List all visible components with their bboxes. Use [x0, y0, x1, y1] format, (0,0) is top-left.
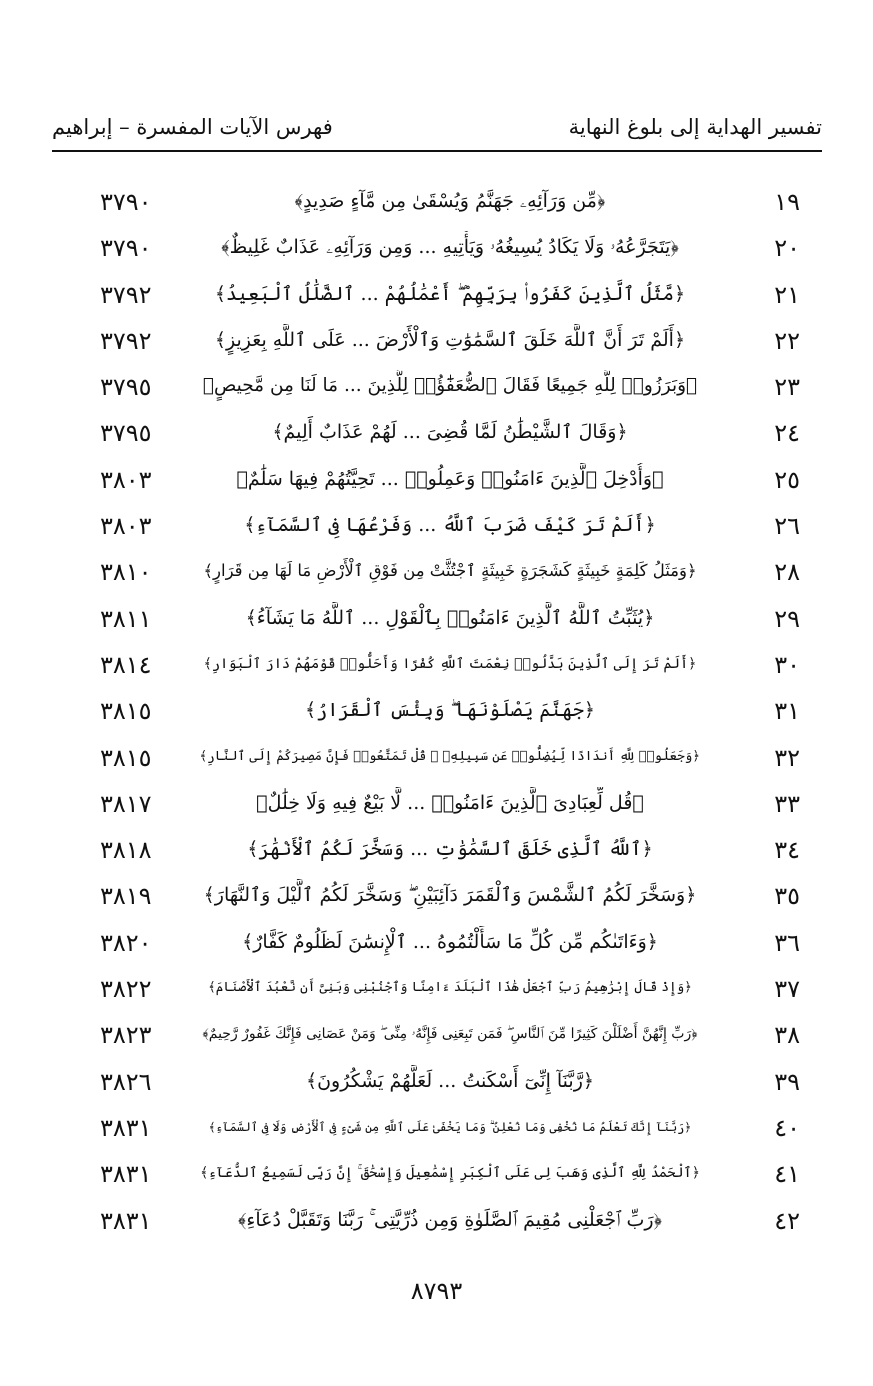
section-title: فهرس الآيات المفسرة – إبراهيم [52, 115, 333, 139]
verse-number: ٢٥ [774, 465, 800, 494]
verse-index-table [100, 182, 800, 1247]
index-row [100, 738, 800, 784]
verse-number: ٣٢ [774, 743, 800, 772]
verse-text: ﴿مِّن وَرَآئِهِۦ جَهَنَّمُ وَيُسْقَىٰ مِن مَّآءٍ صَدِيدٍ﴾ [294, 190, 606, 212]
verse-number: ٤٢ [774, 1206, 800, 1235]
verse-text: ﴿مَّثَلُ ٱلَّذِينَ كَفَرُوا۟ بِرَبِّهِمْ ۖ أَعْمَٰلُهُمْ ... ٱلضَّلَٰلُ ٱلْبَعِيدُ﴾ [214, 282, 686, 305]
verse-text: ﴿أَلَمْ تَرَ إِلَى ٱلَّذِينَ بَدَّلُوا۟ نِعْمَتَ ٱللَّهِ كُفْرًا وَأَحَلُّوا۟ قَوْمَهُمْ دَارَ ٱلْبَوَارِ﴾ [203, 655, 697, 672]
verse-text: ﴿ٱللَّهُ ٱلَّذِى خَلَقَ ٱلسَّمَٰوَٰتِ ... وَسَخَّرَ لَكُمُ ٱلْأَنْهَٰرَ﴾ [247, 838, 653, 861]
index-row [100, 645, 800, 691]
verse-number: ٢٩ [774, 604, 800, 633]
verse-number: ٢٢ [774, 326, 800, 355]
verse-number: ٣٥ [774, 882, 800, 911]
verse-text: ﴿وَإِذْ قَالَ إِبْرَٰهِيمُ رَبِّ ٱجْعَلْ هَٰذَا ٱلْبَلَدَ ءَامِنًا وَٱجْنُبْنِى وَبَنِىَّ أَن نَّعْبُدَ ٱلْأَصْنَامَ﴾ [208, 980, 692, 996]
verse-number: ٣٦ [774, 928, 800, 957]
verse-text: ﴿وَسَخَّرَ لَكُمُ ٱلشَّمْسَ وَٱلْقَمَرَ دَآئِبَيْنِ ۖ وَسَخَّرَ لَكُمُ ٱلَّيْلَ وَٱلنَّهَارَ﴾ [203, 884, 697, 907]
index-row [100, 1108, 800, 1154]
verse-text: ﴿وَبَرَزُوا۟ لِلَّهِ جَمِيعًا فَقَالَ ٱلضُّعَفَٰٓؤُا۟ لِلَّذِينَ ... مَا لَنَا مِن مَّحِيصٍ﴾ [202, 375, 698, 397]
page-reference: ٣٧٩٠ [100, 234, 152, 263]
page-reference: ٣٨٣١ [100, 1113, 152, 1142]
verse-text: ﴿رَبِّ إِنَّهُنَّ أَضْلَلْنَ كَثِيرًا مِّنَ ٱلنَّاسِ ۖ فَمَن تَبِعَنِى فَإِنَّهُۥ مِنِّى ۖ وَمَنْ عَصَانِى فَإِنَّكَ غَفُورٌ رَّحِيمٌ﴾ [202, 1026, 698, 1043]
verse-number: ٣٨ [774, 1021, 800, 1050]
index-row [100, 182, 800, 228]
verse-text: ﴿أَلَمْ تَرَ أَنَّ ٱللَّهَ خَلَقَ ٱلسَّمَٰوَٰتِ وَٱلْأَرْضَ ... عَلَى ٱللَّهِ بِعَزِيزٍ﴾ [214, 328, 686, 351]
page-reference: ٣٨٣١ [100, 1160, 152, 1189]
verse-text: ﴿وَأُدْخِلَ ٱلَّذِينَ ءَامَنُوا۟ وَعَمِلُوا۟ ... تَحِيَّتُهُمْ فِيهَا سَلَٰمٌ﴾ [236, 467, 664, 490]
index-row [100, 969, 800, 1015]
verse-text: ﴿رَبِّ ٱجْعَلْنِى مُقِيمَ ٱلصَّلَوٰةِ وَمِن ذُرِّيَّتِى ۚ رَبَّنَا وَتَقَبَّلْ دُعَآءِ﴾ [238, 1208, 662, 1231]
index-row [100, 691, 800, 737]
verse-text: ﴿وَمَثَلُ كَلِمَةٍ خَبِيثَةٍ كَشَجَرَةٍ خَبِيثَةٍ ٱجْتُثَّتْ مِن فَوْقِ ٱلْأَرْضِ مَا لَهَا مِن قَرَارٍ﴾ [203, 561, 697, 581]
verse-text: ﴿جَهَنَّمَ يَصْلَوْنَهَا ۖ وَبِئْسَ ٱلْقَرَارُ﴾ [304, 699, 596, 722]
page-reference: ٣٨١٧ [100, 789, 152, 818]
index-row [100, 923, 800, 969]
verse-number: ٣٧ [774, 975, 800, 1004]
index-row [100, 275, 800, 321]
verse-number: ٢٠ [774, 234, 800, 263]
page-reference: ٣٨٢٣ [100, 1021, 152, 1050]
page-reference: ٣٨١٥ [100, 697, 152, 726]
page-reference: ٣٨١٤ [100, 650, 152, 679]
page-reference: ٣٧٩٠ [100, 188, 152, 216]
verse-number: ٣٤ [774, 836, 800, 865]
index-row [100, 413, 800, 459]
page-reference: ٣٨٠٣ [100, 512, 152, 541]
verse-text: ﴿رَّبَّنَآ إِنِّىٓ أَسْكَنتُ ... لَعَلَّهُمْ يَشْكُرُونَ﴾ [305, 1069, 595, 1092]
page-reference: ٣٧٩٢ [100, 280, 152, 309]
page-number: ٨٧٩٣ [410, 1277, 463, 1305]
index-row [100, 460, 800, 506]
index-row [100, 599, 800, 645]
page-reference: ٣٧٩٥ [100, 419, 152, 448]
verse-number: ٢١ [774, 280, 800, 309]
page-reference: ٣٨١٠ [100, 558, 152, 587]
verse-number: ٣٠ [774, 650, 800, 679]
verse-text: ﴿رَبَّنَآ إِنَّكَ تَعْلَمُ مَا نُخْفِى وَمَا نُعْلِنُ ۗ وَمَا يَخْفَىٰ عَلَى ٱللَّهِ مِن شَىْءٍ فِى ٱلْأَرْضِ وَلَا فِى ٱلسَّمَآءِ﴾ [208, 1119, 692, 1134]
page-reference: ٣٨١٩ [100, 882, 152, 911]
index-row [100, 367, 800, 413]
verse-number: ٢٨ [774, 558, 800, 587]
index-row [100, 1015, 800, 1061]
page-reference: ٣٨٣١ [100, 1206, 152, 1235]
running-header [52, 112, 822, 152]
page-reference: ٣٧٩٢ [100, 326, 152, 355]
verse-number: ٤٠ [774, 1113, 800, 1142]
book-title: تفسير الهداية إلى بلوغ النهاية [568, 115, 822, 139]
verse-number: ٤١ [774, 1160, 800, 1189]
index-row [100, 321, 800, 367]
index-row [100, 830, 800, 876]
index-row [100, 1154, 800, 1200]
page-reference: ٣٨٠٣ [100, 465, 152, 494]
verse-text: ﴿ٱلْحَمْدُ لِلَّهِ ٱلَّذِى وَهَبَ لِى عَلَى ٱلْكِبَرِ إِسْمَٰعِيلَ وَإِسْحَٰقَ ۚ إِنَّ رَبِّى لَسَمِيعُ ٱلدُّعَآءِ﴾ [200, 1165, 700, 1182]
index-row [100, 228, 800, 274]
verse-number: ٣١ [774, 697, 800, 726]
verse-text: ﴿يَتَجَرَّعُهُۥ وَلَا يَكَادُ يُسِيغُهُۥ وَيَأْتِيهِ ... وَمِن وَرَآئِهِۦ عَذَابٌ غَلِيظٌ﴾ [221, 236, 679, 259]
index-row [100, 506, 800, 552]
verse-text: ﴿وَءَاتَىٰكُم مِّن كُلِّ مَا سَأَلْتُمُوهُ ... ٱلْإِنسَٰنَ لَظَلُومٌ كَفَّارٌ﴾ [242, 930, 658, 953]
verse-number: ١٩ [774, 188, 800, 216]
verse-text: ﴿قُل لِّعِبَادِىَ ٱلَّذِينَ ءَامَنُوا۟ ... لَّا بَيْعٌ فِيهِ وَلَا خِلَٰلٌ﴾ [256, 791, 644, 814]
page-reference: ٣٨١١ [100, 604, 152, 633]
index-row [100, 552, 800, 598]
verse-text: ﴿يُثَبِّتُ ٱللَّهُ ٱلَّذِينَ ءَامَنُوا۟ بِٱلْقَوْلِ ... ٱللَّهُ مَا يَشَآءُ﴾ [245, 606, 655, 629]
verse-text: ﴿وَجَعَلُوا۟ لِلَّهِ أَندَادًا لِّيُضِلُّوا۟ عَن سَبِيلِهِۦ ۗ قُلْ تَمَتَّعُوا۟ فَإِنَّ مَصِيرَكُمْ إِلَى ٱلنَّارِ﴾ [200, 748, 700, 764]
page-reference: ٣٨٢٢ [100, 975, 152, 1004]
page-reference: ٣٧٩٥ [100, 373, 152, 402]
index-row [100, 876, 800, 922]
header-divider [52, 150, 822, 152]
index-row [100, 1201, 800, 1247]
verse-text: ﴿وَقَالَ ٱلشَّيْطَٰنُ لَمَّا قُضِىَ ... لَهُمْ عَذَابٌ أَلِيمٌ﴾ [272, 421, 628, 444]
index-row [100, 1062, 800, 1108]
verse-number: ٢٤ [774, 419, 800, 448]
page-reference: ٣٨٢٠ [100, 928, 152, 957]
verse-number: ٢٦ [774, 512, 800, 541]
page-reference: ٣٨٢٦ [100, 1067, 152, 1096]
page-reference: ٣٨١٨ [100, 836, 152, 865]
verse-number: ٣٣ [774, 789, 800, 818]
verse-number: ٢٣ [774, 373, 800, 402]
verse-number: ٣٩ [774, 1067, 800, 1096]
verse-text: ﴿أَلَمْ تَرَ كَيْفَ ضَرَبَ ٱللَّهُ ... وَفَرْعُهَا فِى ٱلسَّمَآءِ﴾ [244, 514, 656, 537]
index-row [100, 784, 800, 830]
page-reference: ٣٨١٥ [100, 743, 152, 772]
